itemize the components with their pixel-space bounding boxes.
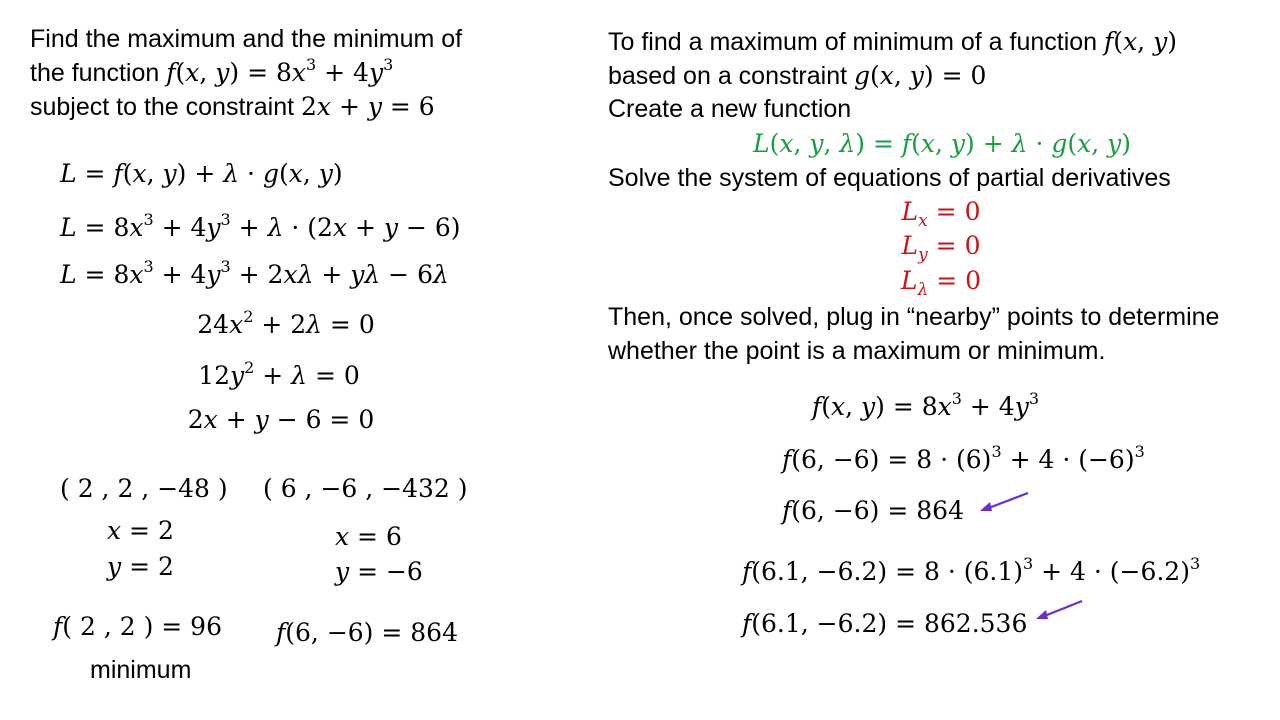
value-at-solution-1: f( 2 , 2 ) = 96 bbox=[53, 612, 222, 641]
lagrangian-general: L(x, y, λ) = f(x, y) + λ · g(x, y) bbox=[752, 129, 1132, 158]
solution-2: ( 6 , −6 , −432 ) bbox=[263, 474, 468, 503]
solution-1-y: y = 2 bbox=[107, 552, 174, 581]
equation-ly: $12y^2 + \lambda = 0$ bbox=[198, 358, 360, 390]
partial-x-eq: $L_x = 0$ bbox=[901, 197, 981, 231]
problem-line-3: subject to the constraint 2x + y = 6 bbox=[30, 92, 435, 121]
result-6-neg6: f(6, −6) = 864 bbox=[782, 496, 964, 525]
partial-y-eq: $L_y = 0$ bbox=[901, 231, 981, 265]
arrow-icon bbox=[980, 490, 1032, 514]
lagrangian-expanded: $L = 8x^3 + 4y^3 + 2x\lambda + y\lambda - 6\lambda$ bbox=[60, 257, 449, 289]
method-line-3: Create a new function bbox=[608, 95, 852, 123]
method-line-6: whether the point is a maximum or minimum. bbox=[608, 337, 1106, 365]
problem-line-2: the function f(x, $y) = 8x^3 + 4y^3$ bbox=[30, 55, 394, 87]
method-line-1: To find a maximum of minimum of a function f(x, y) bbox=[608, 27, 1177, 56]
result-6.1-neg6.2: f(6.1, −6.2) = 862.536 bbox=[742, 609, 1028, 638]
solution-2-y: y = −6 bbox=[335, 557, 423, 586]
solution-1-x: x = 2 bbox=[107, 516, 174, 545]
method-line-4: Solve the system of equations of partial derivatives bbox=[608, 164, 1171, 192]
solution-2-x: x = 6 bbox=[335, 522, 402, 551]
arrow-icon bbox=[1036, 598, 1086, 622]
lagrangian-def: L = f(x, y) + λ · g(x, y) bbox=[60, 159, 343, 188]
minimum-label: minimum bbox=[90, 656, 192, 684]
function-restated: f(x, $y) = 8x^3 + 4y^3$ bbox=[812, 389, 1040, 421]
method-line-2: based on a constraint g(x, y) = 0 bbox=[608, 61, 987, 90]
eval-6-neg6: f(6, $-6) = 8 \cdot (6)^3 + 4 \cdot (-6)^3$ bbox=[782, 442, 1145, 474]
method-line-5: Then, once solved, plug in “nearby” points to determine bbox=[608, 303, 1220, 331]
eval-6.1-neg6.2: f(6.1, $-6.2) = 8 \cdot (6.1)^3 + 4 \cdot (-6.2)^3$ bbox=[742, 554, 1201, 586]
equation-lx: $24x^2 + 2\lambda = 0$ bbox=[197, 307, 375, 339]
value-at-solution-2: f(6, −6) = 864 bbox=[276, 618, 458, 647]
partial-lambda-eq: $L_\lambda = 0$ bbox=[900, 266, 982, 300]
lagrangian-sub: $L = 8x^3 + 4y^3 + \lambda \cdot (2x + y - 6)$ bbox=[60, 210, 461, 242]
solution-1: ( 2 , 2 , −48 ) bbox=[60, 474, 228, 503]
problem-line-1: Find the maximum and the minimum of bbox=[30, 25, 463, 53]
equation-lambda: 2x + y − 6 = 0 bbox=[187, 405, 375, 434]
